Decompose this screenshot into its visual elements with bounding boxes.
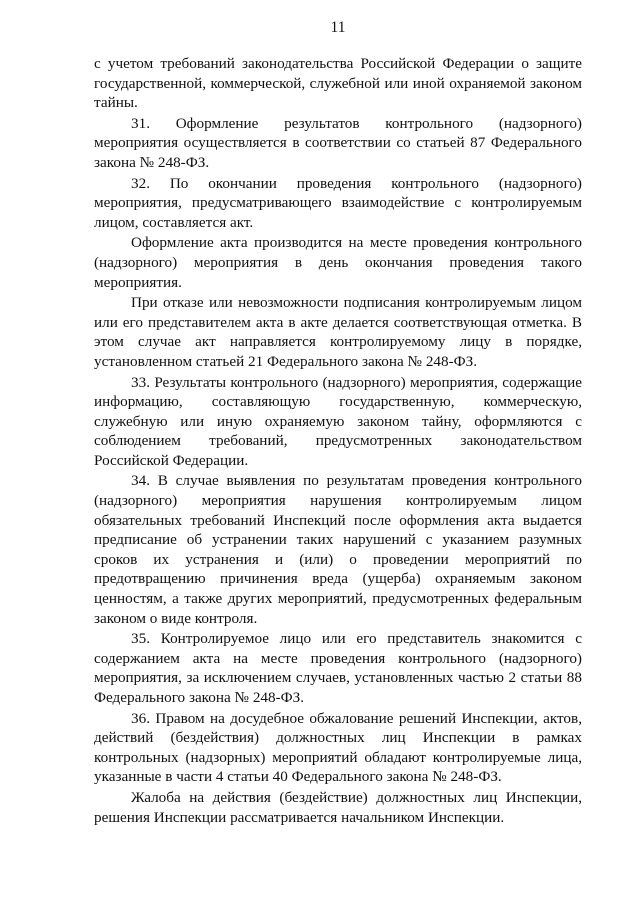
paragraph-33: 33. Результаты контрольного (надзорного) мероприятия, содержащие информацию, составляющую государственную, коммерческую, служебную или иную охраняемую законом тайну, оформляются с соблюдением требований, предусмотренных законодательством Российской Федерации. — [94, 373, 582, 469]
paragraph-32-refusal: При отказе или невозможности подписания контролируемым лицом или его представителем акта в акте делается соответствующая отметка. В этом случае акт направляется контролируемому лицу в порядке, установленном статьей 21 Федерального закона № 248-ФЗ. — [94, 294, 582, 370]
document-body — [94, 54, 582, 828]
document-page — [94, 0, 582, 905]
paragraph-31: 31. Оформление результатов контрольного (надзорного) мероприятия осуществляется в соответствии со статьей 87 Федерального закона № 248-ФЗ. — [94, 114, 582, 171]
paragraph-32-act-drafting: Оформление акта производится на месте проведения контрольного (надзорного) мероприятия в день окончания проведения такого мероприятия. — [94, 234, 582, 291]
paragraph-35: 35. Контролируемое лицо или его представитель знакомится с содержанием акта на месте проведения контрольного (надзорного) мероприятия, за исключением случаев, установленных частью 2 статьи 88 Федерального закона № 248-ФЗ. — [94, 630, 582, 706]
paragraph-continuation: с учетом требований законодательства Российской Федерации о защите государственной, коммерческой, служебной или иной охраняемой законом тайны. — [94, 55, 582, 112]
paragraph-36-complaint: Жалоба на действия (бездействие) должностных лиц Инспекции, решения Инспекции рассматривается начальником Инспекции. — [94, 788, 582, 826]
page-number: 11 — [330, 19, 346, 36]
paragraph-36: 36. Правом на досудебное обжалование решений Инспекции, актов, действий (бездействия) должностных лиц Инспекции в рамках контрольных (надзорных) мероприятий обладают контролируемые лица, указанные в части 4 статьи 40 Федерального закона № 248-ФЗ. — [94, 709, 582, 786]
paragraph-32: 32. По окончании проведения контрольного (надзорного) мероприятия, предусматривающего взаимодействие с контролируемым лицом, составляется акт. — [94, 174, 582, 231]
paragraph-34: 34. В случае выявления по результатам проведения контрольного (надзорного) мероприятия нарушения контролируемым лицом обязательных требований Инспекций после оформления акта выдается предписание об устранении таких нарушений с указанием разумных сроков их устранения и (или) о проведении мероприятий по предотвращению причинения вреда (ущерба) охраняемым законом ценностям, а также других мероприятий, предусмотренных федеральным законом о виде контроля. — [94, 472, 582, 627]
